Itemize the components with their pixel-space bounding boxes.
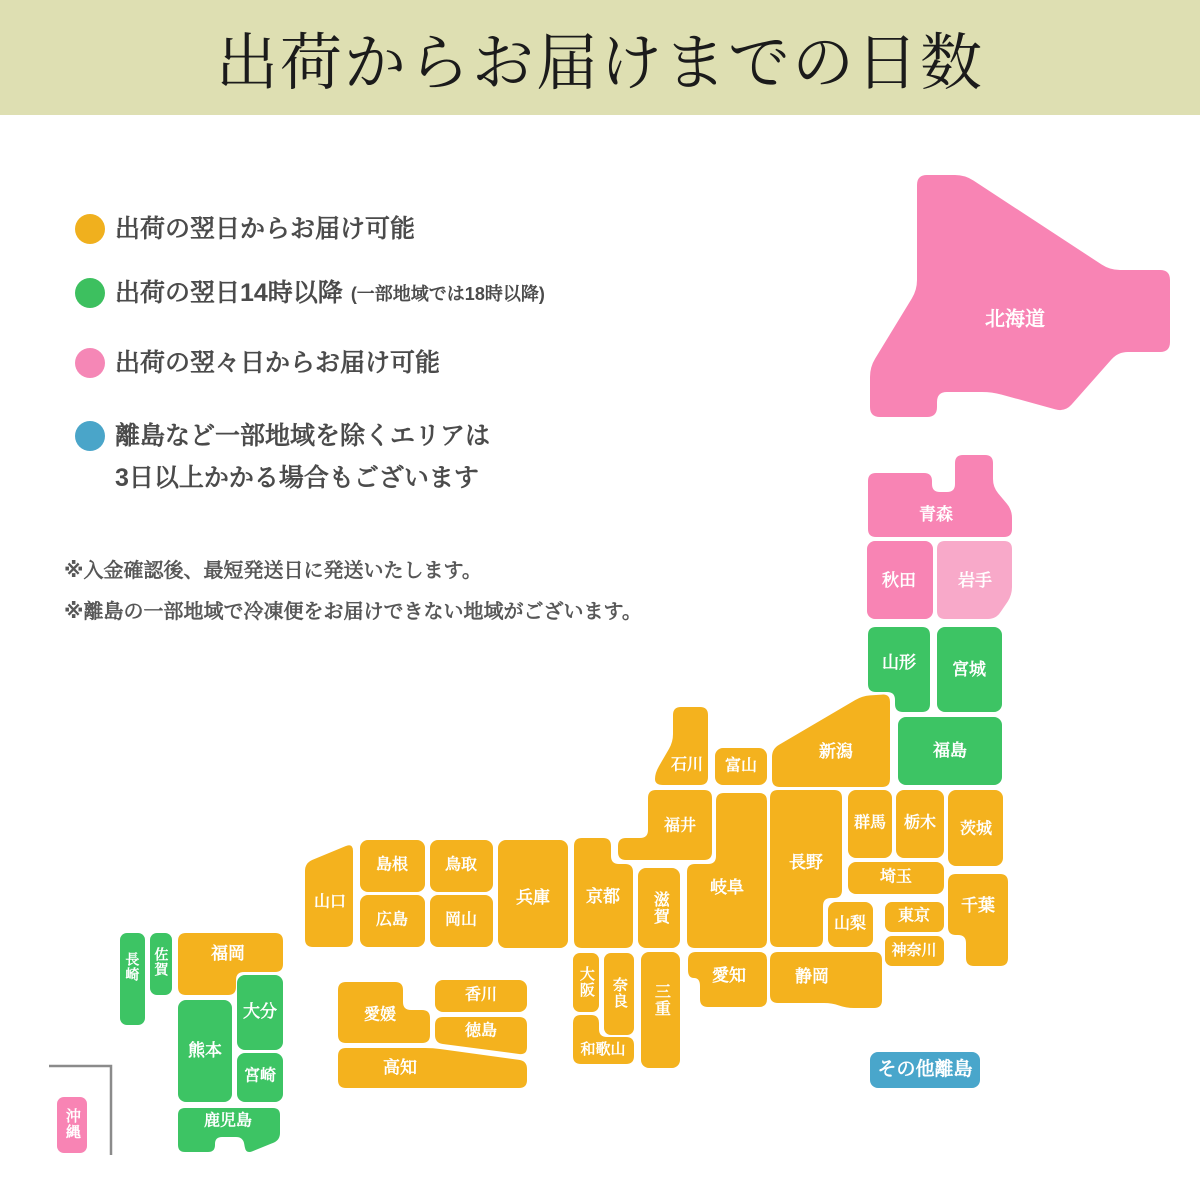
prefecture-ibaraki-label: 茨城 [959, 820, 993, 838]
prefecture-aichi-label: 愛知 [712, 966, 746, 986]
prefecture-fukui-label: 福井 [663, 817, 697, 835]
other-islands-badge-label: その他離島 [877, 1059, 973, 1081]
legend-label: 出荷の翌日からお届け可能 [115, 215, 416, 243]
prefecture-toyama-label: 富山 [724, 757, 758, 775]
prefecture-tokyo-label: 東京 [897, 907, 931, 925]
prefecture-kagawa-label: 香川 [464, 986, 498, 1004]
prefecture-nagasaki-label: 長崎 [124, 952, 141, 982]
prefecture-niigata-label: 新潟 [819, 742, 853, 762]
prefecture-shiga-label: 滋賀 [651, 891, 669, 925]
prefecture-okayama-label: 岡山 [444, 911, 478, 929]
prefecture-gifu-label: 岐阜 [710, 878, 744, 898]
prefecture-kochi-shape [338, 1048, 527, 1088]
prefecture-kochi-label: 高知 [383, 1058, 417, 1078]
prefecture-shizuoka-label: 静岡 [795, 967, 829, 987]
prefecture-kyoto-label: 京都 [586, 887, 620, 907]
prefecture-kumamoto-label: 熊本 [188, 1041, 222, 1061]
prefecture-ishikawa-label: 石川 [670, 756, 704, 774]
note-payment: ※入金確認後、最短発送日に発送いたします。 [64, 560, 482, 582]
prefecture-shimane-label: 島根 [375, 856, 409, 874]
legend-label-line2: 3日以上かかる場合もございます [115, 464, 479, 492]
prefecture-tochigi-label: 栃木 [903, 814, 937, 832]
prefecture-aomori-label: 青森 [919, 505, 953, 525]
prefecture-hyogo-label: 兵庫 [516, 888, 550, 908]
legend-label: 出荷の翌日14時以降 [115, 279, 343, 307]
prefecture-hiroshima-label: 広島 [375, 911, 409, 929]
prefecture-hokkaido-label: 北海道 [985, 308, 1045, 331]
page-title: 出荷からお届けまでの日数 [215, 30, 984, 98]
prefecture-fukushima-label: 福島 [933, 741, 967, 761]
prefecture-nara-label: 奈良 [610, 977, 628, 1009]
prefecture-tokushima-label: 徳島 [464, 1022, 498, 1040]
prefecture-saga-label: 佐賀 [153, 947, 170, 977]
prefecture-aomori-shape [868, 455, 1012, 537]
prefecture-osaka-label: 大阪 [577, 966, 595, 998]
prefecture-chiba-shape [948, 874, 1008, 966]
legend-sublabel: (一部地域では18時以降) [350, 284, 545, 304]
prefecture-tottori-label: 鳥取 [444, 856, 478, 874]
prefecture-gunma-label: 群馬 [853, 814, 887, 832]
legend-label-line1: 離島など一部地域を除くエリアは [115, 422, 491, 450]
prefecture-niigata-shape [772, 695, 890, 787]
prefecture-yamagata-label: 山形 [882, 653, 916, 673]
prefecture-saitama-label: 埼玉 [879, 868, 913, 886]
prefecture-miyazaki-label: 宮崎 [243, 1067, 277, 1085]
prefecture-ehime-label: 愛媛 [363, 1006, 397, 1024]
prefecture-kagoshima-label: 鹿児島 [203, 1112, 253, 1130]
prefecture-akita-label: 秋田 [882, 571, 916, 591]
prefecture-miyagi-label: 宮城 [952, 660, 986, 680]
prefecture-hokkaido-shape [870, 175, 1170, 417]
prefecture-mie-label: 三重 [652, 983, 670, 1017]
prefecture-nagano-label: 長野 [789, 853, 823, 873]
prefecture-yamaguchi-label: 山口 [313, 893, 347, 911]
prefecture-kanagawa-label: 神奈川 [891, 942, 937, 960]
prefecture-yamanashi-label: 山梨 [833, 915, 867, 933]
legend-label: 出荷の翌々日からお届け可能 [115, 349, 441, 377]
prefecture-wakayama-label: 和歌山 [580, 1041, 626, 1059]
prefecture-chiba-label: 千葉 [961, 896, 995, 916]
note-remote-frozen: ※離島の一部地域で冷凍便をお届けできない地域がございます。 [64, 601, 642, 623]
prefecture-iwate-label: 岩手 [958, 571, 992, 591]
prefecture-oita-label: 大分 [243, 1002, 277, 1022]
prefecture-fukuoka-label: 福岡 [211, 944, 245, 964]
prefecture-okinawa-label: 沖縄 [63, 1108, 81, 1140]
